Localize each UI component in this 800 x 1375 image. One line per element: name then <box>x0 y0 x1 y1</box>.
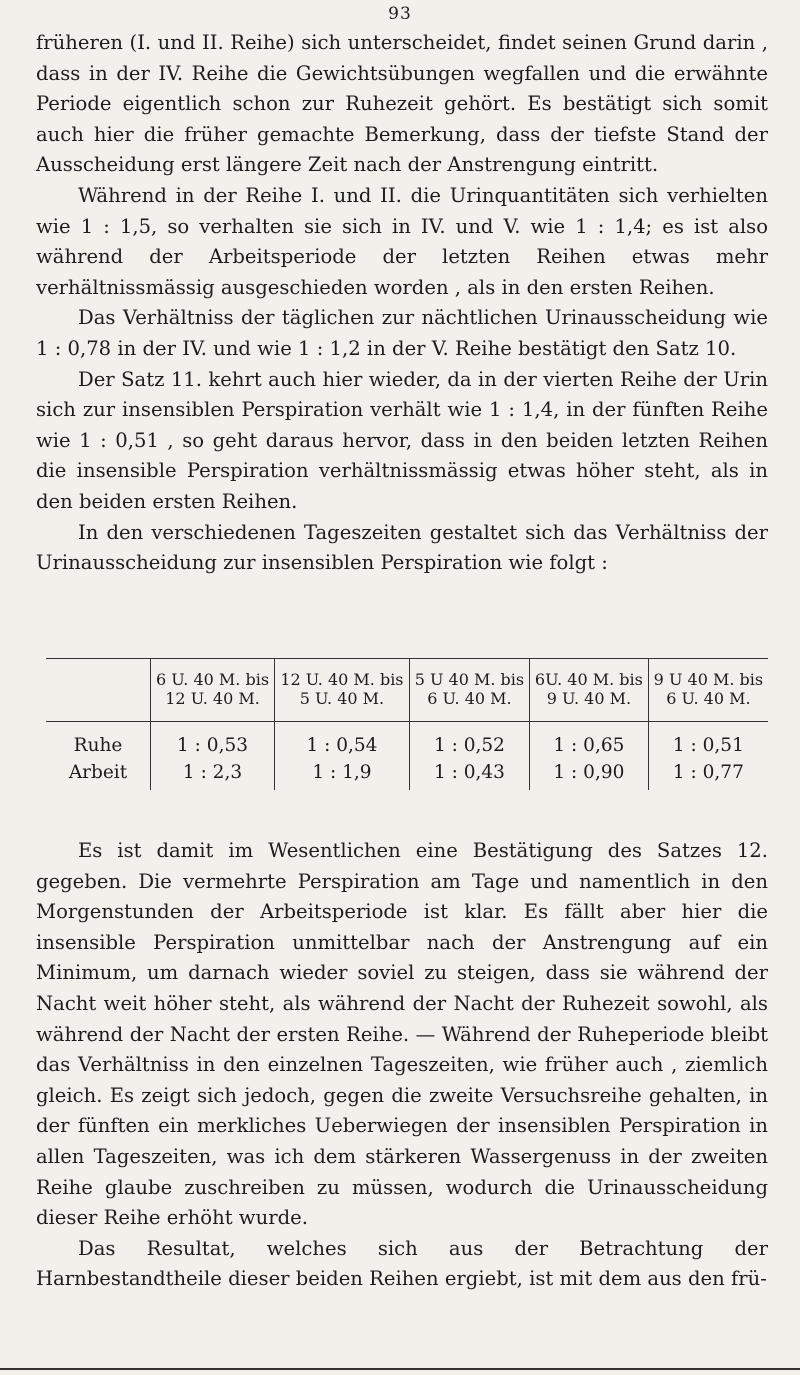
column-header: 5 U 40 M. bis 6 U. 40 M. <box>409 659 529 722</box>
table-cell: 1 : 0,51 <box>648 722 768 760</box>
paragraph: Das Resultat, welches sich aus der Betrachtung der Harnbestandtheile dieser beiden Reihen ergiebt, ist mit dem aus den frü- <box>36 1236 768 1291</box>
column-header: 9 U 40 M. bis 6 U. 40 M. <box>648 659 768 722</box>
paragraph: In den verschiedenen Tageszeiten gestaltet sich das Verhältniss der Urinausscheidung zur insensiblen Perspiration wie folgt : <box>36 520 768 575</box>
column-header: 12 U. 40 M. bis 5 U. 40 M. <box>275 659 410 722</box>
table-cell: 1 : 0,43 <box>409 759 529 790</box>
body-text-bottom <box>36 836 768 1295</box>
paragraph: Während in der Reihe I. und II. die Urinquantitäten sich verhielten wie 1 : 1,5, so verhalten sie sich in IV. und V. wie 1 : 1,4; es ist also während der Arbeitsperiode der letzten Reihen etwas mehr verhältnissmässig ausgeschieden worden , als in den ersten Reihen. <box>36 183 768 299</box>
paragraph: Das Verhältniss der täglichen zur nächtlichen Urinausscheidung wie 1 : 0,78 in der IV. und wie 1 : 1,2 in der V. Reihe bestätigt den Satz 10. <box>36 306 768 360</box>
row-label: Arbeit <box>68 762 128 783</box>
table-cell: 1 : 2,3 <box>151 759 275 790</box>
page-number: 93 <box>388 4 412 24</box>
ratio-table <box>46 658 768 790</box>
table-cell: 1 : 0,52 <box>409 722 529 760</box>
table-cell: 1 : 0,65 <box>530 722 649 760</box>
column-header: 6U. 40 M. bis 9 U. 40 M. <box>530 659 649 722</box>
table-cell: 1 : 1,9 <box>275 759 410 790</box>
table-row <box>46 722 768 760</box>
paragraph: früheren (I. und II. Reihe) sich unterscheidet, findet seinen Grund darin , dass in der IV. Reihe die Gewichtsübungen wegfallen und die erwähnte Periode eigentlich schon zur Ruhezeit gehört. Es bestätigt sich somit auch hier die früher gemachte Bemerkung, dass der tiefste Stand der Ausscheidung erst längere Zeit nach der Anstrengung eintritt. <box>36 31 768 177</box>
table-row <box>46 759 768 790</box>
table-corner-cell <box>46 659 151 722</box>
page-edge-rule <box>0 1368 800 1370</box>
table-cell: 1 : 0,53 <box>151 722 275 760</box>
table-cell: 1 : 0,77 <box>648 759 768 790</box>
row-label: Ruhe <box>73 735 123 756</box>
table-header-row <box>46 659 768 722</box>
column-header: 6 U. 40 M. bis 12 U. 40 M. <box>151 659 275 722</box>
paragraph: Der Satz 11. kehrt auch hier wieder, da in der vierten Reihe der Urin sich zur insensiblen Perspiration verhält wie 1 : 1,4, in der fünften Reihe wie 1 : 0,51 , so geht daraus hervor, dass in den beiden letzten Reihen die insensible Perspiration verhältnissmässig etwas höher steht, als in den beiden ersten Reihen. <box>36 367 768 513</box>
table-cell: 1 : 0,90 <box>530 759 649 790</box>
body-text-top <box>36 28 768 579</box>
table-cell: 1 : 0,54 <box>275 722 410 760</box>
paragraph: Es ist damit im Wesentlichen eine Bestätigung des Satzes 12. gegeben. Die vermehrte Perspiration am Tage und namentlich in den Morgenstunden der Arbeitsperiode ist klar. Es fällt aber hier die insensible Perspiration unmittelbar nach der Anstrengung auf ein Minimum, um darnach wieder soviel zu steigen, dass sie während der Nacht weit höher steht, als während der Nacht der Ruhezeit sowohl, als während der Nacht der ersten Reihe. — Während der Ruheperiode bleibt das Verhältniss in den einzelnen Tageszeiten, wie früher auch , ziemlich gleich. Es zeigt sich jedoch, gegen die zweite Versuchsreihe gehalten, in der fünften ein merkliches Ueberwiegen der insensiblen Perspiration in allen Tageszeiten, was ich dem stärkeren Wassergenuss in der zweiten Reihe glaube zuschreiben zu müssen, wodurch die Urinausscheidung dieser Reihe erhöht wurde. <box>36 839 768 1230</box>
